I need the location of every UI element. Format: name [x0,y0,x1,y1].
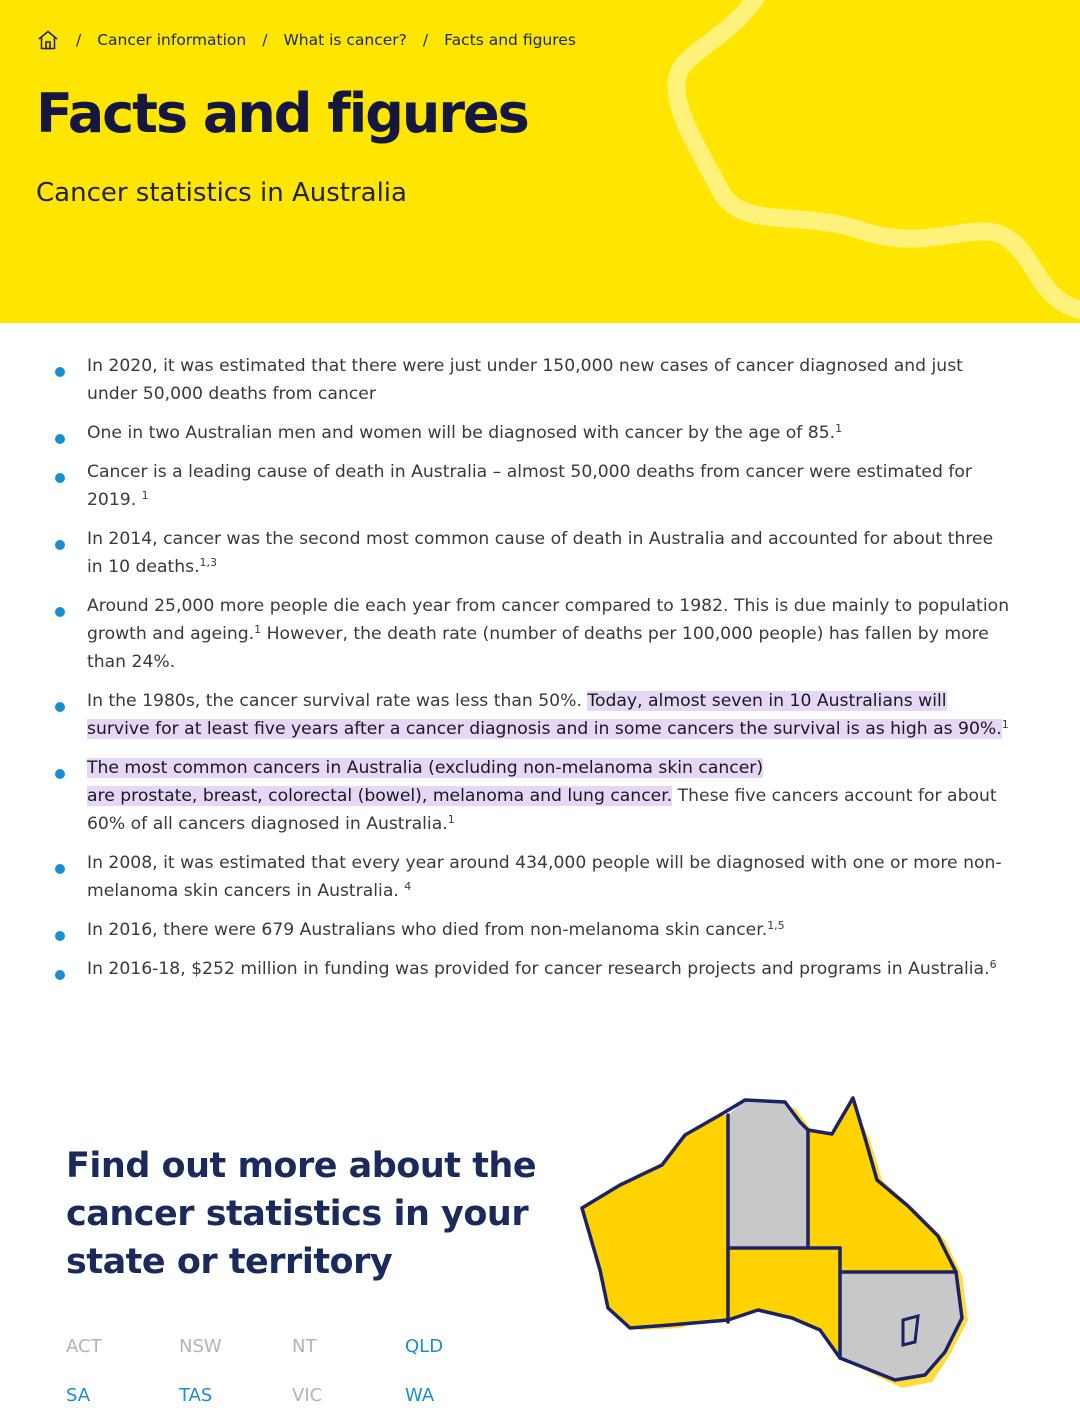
fact-item: In 2016-18, $252 million in funding was provided for cancer research projects and programs in Australia.$^6$ [0,955,1080,983]
fact-item: Around 25,000 more people die each year from cancer compared to 1982. This is due mainly to population growth and ageing.$^1$ However, the death rate (number of deaths per 100,000 people) has fallen by more than 24%. [0,592,1080,676]
breadcrumb-cancer-information[interactable]: Cancer information [97,31,247,49]
fact-item: One in two Australian men and women will be diagnosed with cancer by the age of 85.$^1$ [0,419,1080,447]
highlighted-text: Today, almost seven in 10 Australians will survive for at least five years after a cancer diagnosis and in some cancers the survival is as high as 90%. [87,691,1002,739]
bullet-icon [55,434,65,444]
bullet-icon [55,702,65,712]
find-out-more-heading: Find out more about the cancer statistics in your state or territory [66,1146,537,1282]
hero-banner [0,0,1080,323]
state-link-sa[interactable]: SA [66,1385,91,1406]
state-link-nt[interactable]: NT [292,1336,317,1357]
facts-list [0,352,1080,994]
fact-item: In the 1980s, the cancer survival rate was less than 50%. Today, almost seven in 10 Australians will survive for at least five years after a cancer diagnosis and in some cancers the survival is as high as 90%.$^1$ [0,687,1080,743]
map-region-sa[interactable] [728,1248,840,1358]
footnote-ref[interactable]: 1,5 [767,919,785,932]
state-link-nsw[interactable]: NSW [179,1336,222,1357]
footnote-ref[interactable]: 1 [141,489,149,502]
fact-item: The most common cancers in Australia (excluding non-melanoma skin cancer) are prostate, breast, colorectal (bowel), melanoma and lung cancer. These five cancers account for about 60% of all cancers diagnosed in Australia.$^1$ [0,754,1080,838]
footnote-ref[interactable]: 1 [254,623,262,636]
state-link-vic[interactable]: VIC [292,1385,323,1406]
map-region-act[interactable] [903,1316,918,1345]
footnote-ref[interactable]: 1 [835,422,843,435]
fact-item: In 2008, it was estimated that every year around 434,000 people will be diagnosed with one or more non-melanoma skin cancers in Australia. $^4$ [0,849,1080,905]
footnote-ref[interactable]: 6 [989,958,997,971]
state-link-tas[interactable]: TAS [179,1385,213,1406]
bullet-icon [55,864,65,874]
map-region-nt[interactable] [728,1100,808,1248]
bullet-icon [55,769,65,779]
breadcrumb-separator: / [422,31,429,49]
state-links [66,1334,526,1408]
footnote-ref[interactable]: 4 [404,880,412,893]
fact-item: Cancer is a leading cause of death in Australia – almost 50,000 deaths from cancer were estimated for 2019. $^1$ [0,458,1080,514]
home-icon[interactable] [36,28,60,52]
highlighted-text: The most common cancers in Australia (excluding non-melanoma skin cancer) [87,758,764,778]
page-subtitle: Cancer statistics in Australia [36,178,407,208]
breadcrumb-facts-and-figures[interactable]: Facts and figures [444,31,576,49]
highlighted-text: are prostate, breast, colorectal (bowel), melanoma and lung cancer. [87,786,673,806]
australia-map [570,1090,990,1400]
state-link-act[interactable]: ACT [66,1336,102,1357]
bullet-icon [55,607,65,617]
breadcrumb-separator: / [262,31,268,49]
footnote-ref[interactable]: 1,3 [199,556,218,569]
page-title: Facts and figures [36,82,528,145]
breadcrumb [36,28,576,52]
fact-item: In 2020, it was estimated that there were just under 150,000 new cases of cancer diagnosed and just under 50,000 deaths from cancer [0,352,1080,408]
fact-item: In 2016, there were 679 Australians who died from non-melanoma skin cancer.$^{1,5}$ [0,916,1080,944]
bullet-icon [55,970,65,980]
bullet-icon [55,540,65,550]
state-link-wa[interactable]: WA [405,1385,435,1406]
state-link-qld[interactable]: QLD [405,1336,444,1357]
footnote-ref[interactable]: 1 [447,813,455,826]
bullet-icon [55,367,65,377]
breadcrumb-separator: / [76,31,82,49]
bullet-icon [55,931,65,941]
fact-item: In 2014, cancer was the second most common cause of death in Australia and accounted for about three in 10 deaths.$^{1,3}$ [0,525,1080,581]
bullet-icon [55,473,65,483]
breadcrumb-what-is-cancer[interactable]: What is cancer? [283,31,407,49]
footnote-ref[interactable]: 1 [1001,718,1009,731]
